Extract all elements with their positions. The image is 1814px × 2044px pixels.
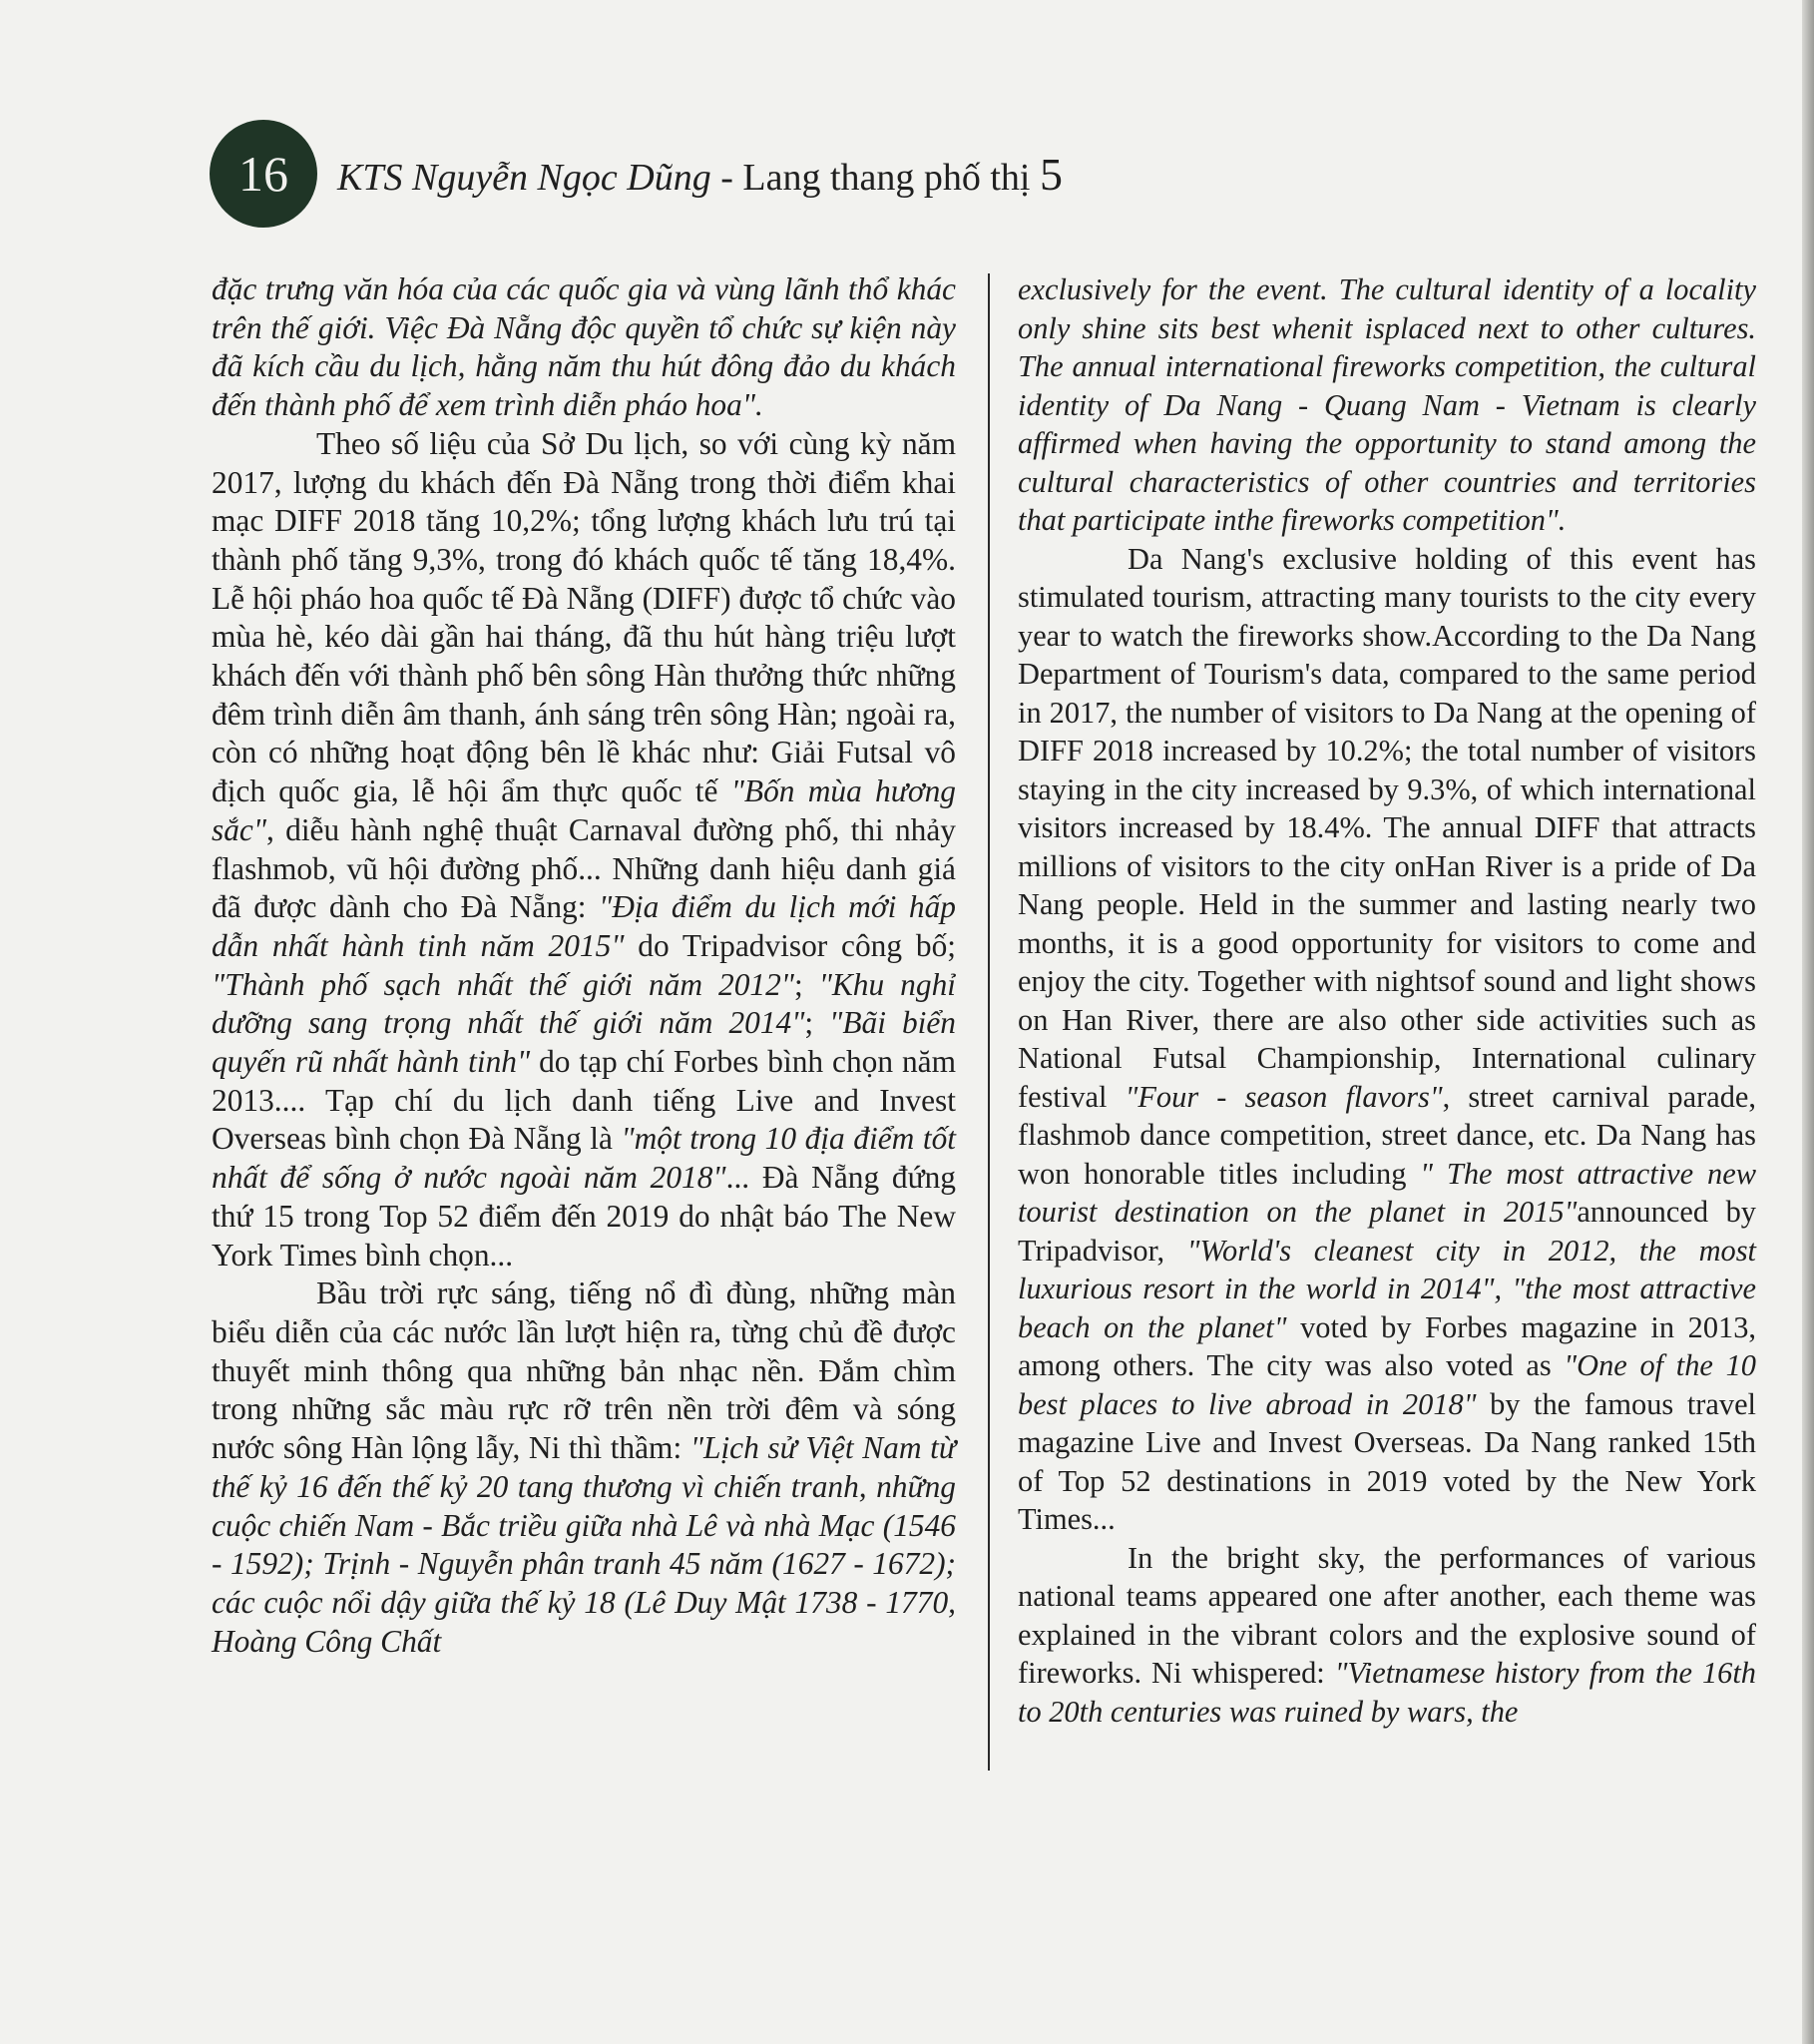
quote-text: đặc trưng văn hóa của các quốc gia và vùng lãnh thổ khác trên thế giới. Việc Đà Nẵng độc quyền tổ chức sự kiện này đã kích cầu du lịch, hằng năm thu hút đông đảo du khách đến thành phố để xem trình diễn pháo hoa".: [212, 271, 956, 423]
author-name: KTS Nguyễn Ngọc Dũng: [337, 156, 711, 199]
header-separator: -: [710, 156, 743, 199]
quote-text: "World's cleanest city in 2012, the most luxurious resort in the world in 2014", "the most attractive beach on the planet": [1018, 1233, 1756, 1344]
paragraph: [212, 425, 956, 1275]
paragraph: [1018, 540, 1756, 1539]
quote-text: "Lịch sử Việt Nam từ thế kỷ 16 đến thế kỷ 20 tang thương vì chiến tranh, những cuộc chiến Nam - Bắc triều giữa nhà Lê và nhà Mạc (1546 - 1592); Trịnh - Nguyễn phân tranh 45 năm (1627 - 1672); các cuộc nổi dậy giữa thế kỷ 18 (Lê Duy Mật 1738 - 1770, Hoàng Công Chất: [212, 1430, 956, 1659]
body-text: Da Nang's exclusive holding of this event has stimulated tourism, attracting many tourists to the city every year to watch the fireworks show.According to the Da Nang Department of Tourism's data, compared to the same period in 2017, the number of visitors to Da Nang at the opening of DIFF 2018 increased by 10.2%; the total number of visitors staying in the city increased by 9.3%, of which international visitors increased by 18.4%. The annual DIFF that attracts millions of visitors to the city onHan River is a pride of Da Nang people. Held in the summer and lasting nearly two months, it is a good opportunity for visitors to come and enjoy the city. Together with nightsof sound and light shows on Han River, there are also other side activities such as National Futsal Championship, International culinary festival: [1018, 541, 1756, 1114]
body-text: by the famous travel magazine Live and Invest Overseas. Da Nang ranked 15th of Top 52 destinations in 2019 voted by the New York Times...: [1018, 1386, 1756, 1536]
book-title: Lang thang phố thị: [742, 156, 1031, 199]
body-text: announced by Tripadvisor,: [1018, 1195, 1756, 1268]
body-text: Bầu trời rực sáng, tiếng nổ đì đùng, những màn biểu diễn của các nước lần lượt hiện ra, từng chủ đề được thuyết minh thông qua những bản nhạc nền. Đắm chìm trong những sắc màu rực rỡ trên nền trời đêm và sóng nước sông Hàn lộng lẫy, Ni thì thầm:: [212, 1276, 956, 1466]
body-text: do Tripadvisor công bố;: [624, 927, 956, 963]
quote-text: "Bãi biển quyến rũ nhất hành tinh": [212, 1005, 956, 1080]
english-column: [1018, 270, 1756, 1731]
body-text: ... Đà Nẵng đứng thứ 15 trong Top 52 điểm đến 2019 do nhật báo The New York Times bình chọn...: [212, 1160, 957, 1273]
body-text: ;: [793, 966, 819, 1002]
paragraph: [212, 1275, 956, 1661]
quote-text: "Vietnamese history from the 16th to 20th centuries was ruined by wars, the: [1018, 1656, 1756, 1729]
paragraph: [1018, 270, 1756, 540]
running-head-text: [337, 148, 1063, 201]
quote-text: " The most attractive new tourist destination on the planet in 2015": [1018, 1156, 1756, 1229]
column-divider: [988, 273, 990, 1771]
body-text: , diễu hành nghệ thuật Carnaval đường phố, thi nhảy flashmob, vũ hội đường phố... Những danh hiệu danh giá đã được dành cho Đà Nẵng:: [212, 811, 956, 925]
quote-text: "một trong 10 địa điểm tốt nhất để sống ở nước ngoài năm 2018": [212, 1121, 956, 1196]
quote-text: "Khu nghỉ dưỡng sang trọng nhất thế giới năm 2014": [212, 966, 956, 1041]
quote-text: "Bốn mùa hương sắc": [212, 773, 956, 847]
quote-text: "One of the 10 best places to live abroad in 2018": [1018, 1348, 1756, 1421]
running-header: [210, 118, 1063, 230]
body-text: , street carnival parade, flashmob dance competition, street dance, etc. Da Nang has won honorable titles including: [1018, 1079, 1756, 1191]
body-text: voted by Forbes magazine in 2013, among others. The city was also voted as: [1018, 1309, 1756, 1382]
vietnamese-column: [212, 270, 956, 1661]
body-text: In the bright sky, the performances of various national teams appeared one after another, each theme was explained in the vibrant colors and the explosive sound of fireworks. Ni whispered:: [1018, 1540, 1756, 1690]
paragraph: [212, 270, 956, 425]
body-text: ;: [804, 1005, 830, 1041]
body-text: Theo số liệu của Sở Du lịch, so với cùng kỳ năm 2017, lượng du khách đến Đà Nẵng trong thời điểm khai mạc DIFF 2018 tăng 10,2%; tổng lượng khách lưu trú tại thành phố tăng 9,3%, trong đó khách quốc tế tăng 18,4%. Lễ hội pháo hoa quốc tế Đà Nẵng (DIFF) được tổ chức vào mùa hè, kéo dài gần hai tháng, đã thu hút hàng triệu lượt khách đến với thành phố bên sông Hàn thưởng thức những đêm trình diễn âm thanh, ánh sáng trên sông Hàn; ngoài ra, còn có những hoạt động bên lề khác như: Giải Futsal vô địch quốc gia, lễ hội ẩm thực quốc tế: [212, 425, 956, 809]
quote-text: "Thành phố sạch nhất thế giới năm 2012": [212, 966, 794, 1002]
quote-text: exclusively for the event. The cultural identity of a locality only shine sits best whenit isplaced next to other cultures. The annual international fireworks competition, the cultural identity of Da Nang - Quang Nam - Vietnam is clearly affirmed when having the opportunity to stand among the cultural characteristics of other countries and territories that participate inthe fireworks competition".: [1018, 272, 1756, 537]
page-number-badge: [210, 120, 317, 228]
paragraph: [1018, 1539, 1756, 1732]
page-number: 16: [238, 146, 288, 202]
quote-text: "Địa điểm du lịch mới hấp dẫn nhất hành tinh năm 2015": [212, 889, 956, 963]
quote-text: "Four - season flavors": [1125, 1079, 1443, 1114]
volume-number: 5: [1040, 148, 1063, 200]
page-edge: [1802, 0, 1814, 2044]
body-text: do tạp chí Forbes bình chọn năm 2013.... Tạp chí du lịch danh tiếng Live and Invest Overseas bình chọn Đà Nẵng là: [212, 1044, 956, 1157]
